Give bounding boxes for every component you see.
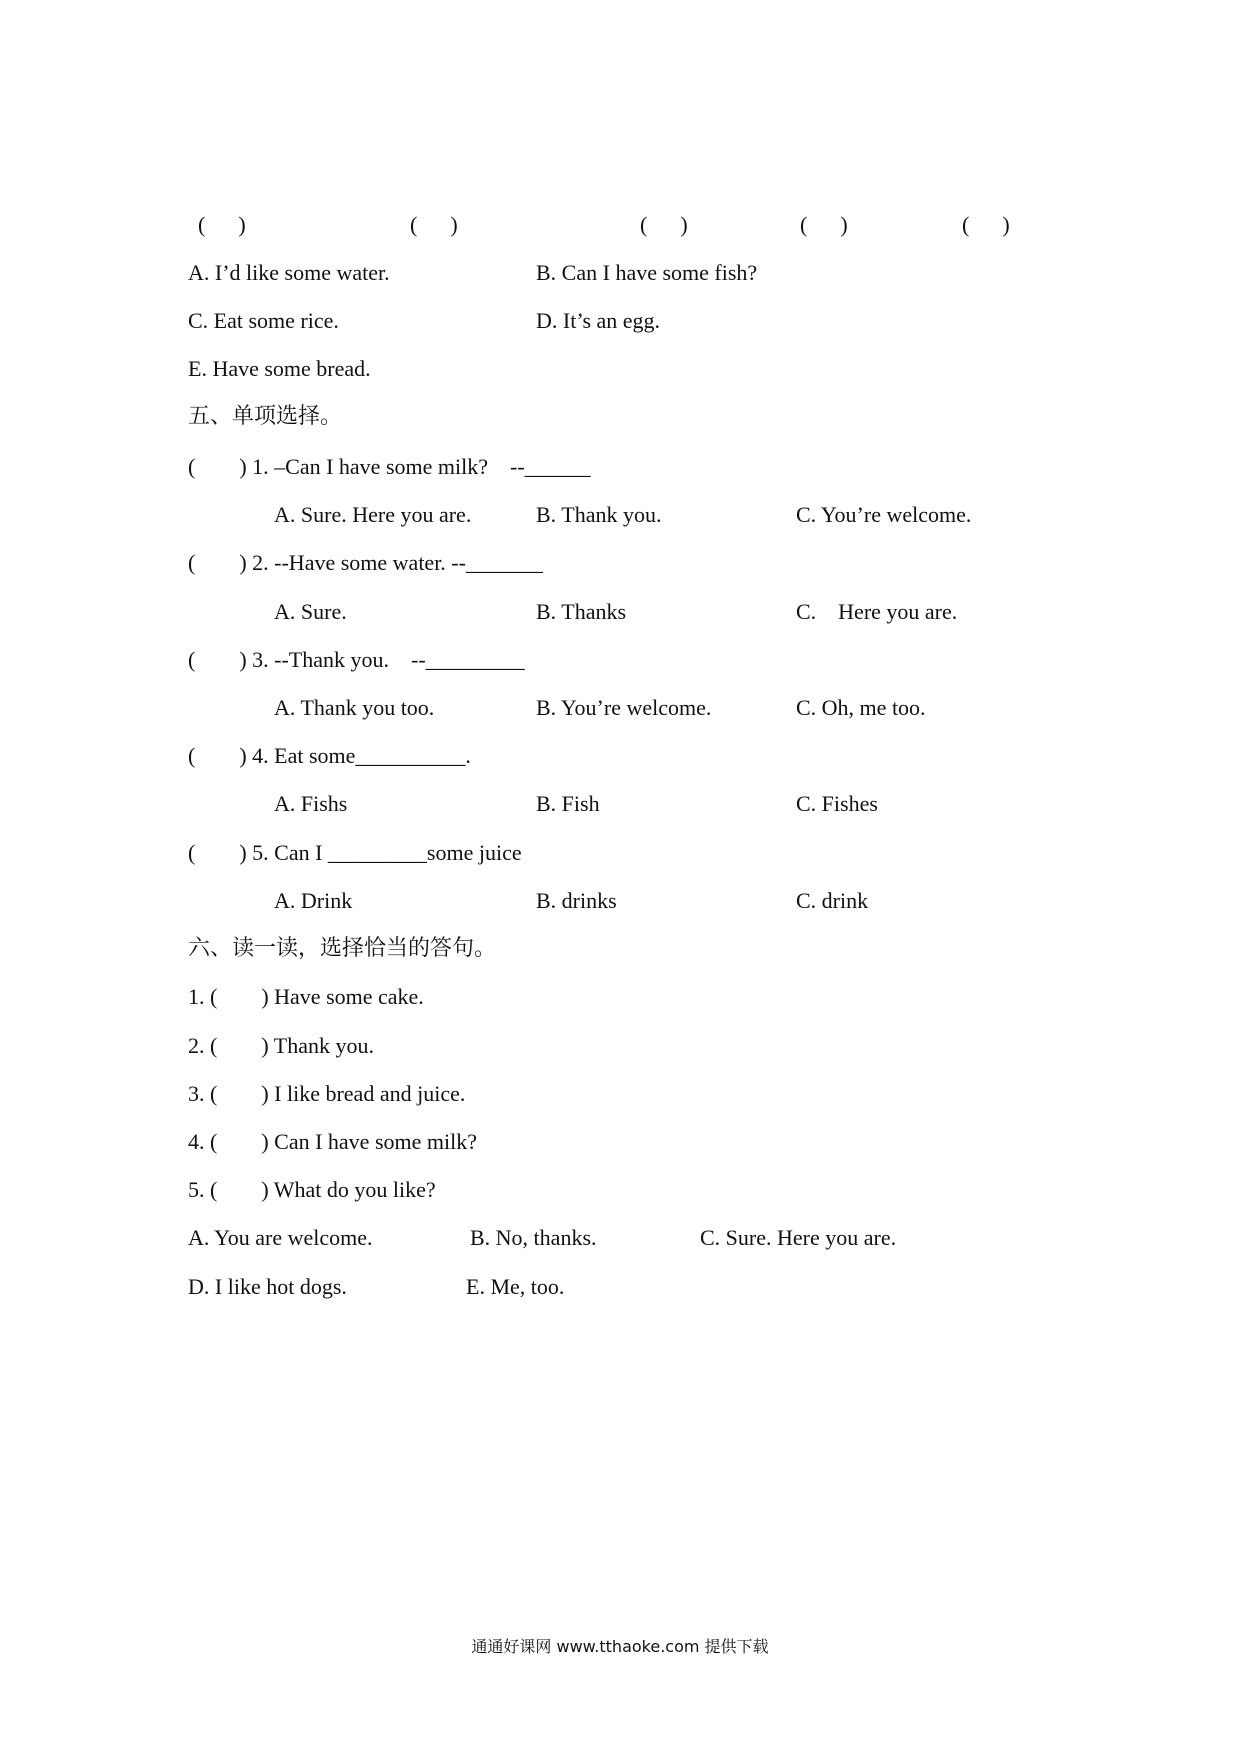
part5-q4-option-b[interactable]: B. Fish (536, 791, 600, 816)
part4-option-e: E. Have some bread. (188, 356, 371, 381)
part4-option-b: B. Can I have some fish? (536, 260, 758, 285)
part6-item-1: 1. ( ) Have some cake. (188, 984, 424, 1009)
part5-question-5: ( ) 5. Can I _________some juice (188, 840, 522, 865)
blank-paren-2[interactable]: ( ) (410, 212, 458, 237)
part5-q1-option-b[interactable]: B. Thank you. (536, 502, 662, 527)
part6-item-5: 5. ( ) What do you like? (188, 1177, 436, 1202)
part4-option-d: D. It’s an egg. (536, 308, 661, 333)
part6-answer-e: E. Me, too. (466, 1274, 565, 1299)
part5-q4-option-a[interactable]: A. Fishs (274, 791, 348, 816)
part6-answer-d: D. I like hot dogs. (188, 1274, 347, 1299)
part5-title: 五、单项选择。 (188, 404, 343, 429)
part5-q2-option-a[interactable]: A. Sure. (274, 599, 347, 624)
part6-item-2: 2. ( ) Thank you. (188, 1033, 374, 1058)
part5-q5-option-b[interactable]: B. drinks (536, 888, 617, 913)
part5-q3-option-a[interactable]: A. Thank you too. (274, 695, 435, 720)
part5-q2-option-b[interactable]: B. Thanks (536, 599, 627, 624)
part4-option-c: C. Eat some rice. (188, 308, 339, 333)
part6-item-4: 4. ( ) Can I have some milk? (188, 1129, 477, 1154)
part5-q5-option-a[interactable]: A. Drink (274, 888, 353, 913)
part5-question-4: ( ) 4. Eat some__________. (188, 743, 471, 768)
part5-question-1: ( ) 1. –Can I have some milk? --______ (188, 454, 591, 479)
part5-q4-option-c[interactable]: C. Fishes (796, 791, 878, 816)
part6-title: 六、读一读，选择恰当的答句。 (188, 936, 497, 961)
part6-answer-a: A. You are welcome. (188, 1225, 373, 1250)
part5-q5-option-c[interactable]: C. drink (796, 888, 869, 913)
part5-q3-option-b[interactable]: B. You’re welcome. (536, 695, 712, 720)
part4-option-a: A. I’d like some water. (188, 260, 390, 285)
part6-answer-b: B. No, thanks. (470, 1225, 597, 1250)
part5-q3-option-c[interactable]: C. Oh, me too. (796, 695, 926, 720)
part5-question-2: ( ) 2. --Have some water. --_______ (188, 550, 543, 575)
part5-question-3: ( ) 3. --Thank you. --_________ (188, 647, 525, 672)
blank-paren-5[interactable]: ( ) (962, 212, 1010, 237)
footer-source: 通通好课网 www.tthaoke.com 提供下载 (471, 1637, 769, 1656)
part5-q1-option-c[interactable]: C. You’re welcome. (796, 502, 972, 527)
blank-paren-1[interactable]: ( ) (198, 212, 246, 237)
part5-q2-option-c[interactable]: C. Here you are. (796, 599, 958, 624)
blank-paren-4[interactable]: ( ) (800, 212, 848, 237)
part6-answer-c: C. Sure. Here you are. (700, 1225, 897, 1250)
part5-q1-option-a[interactable]: A. Sure. Here you are. (274, 502, 472, 527)
blank-paren-3[interactable]: ( ) (640, 212, 688, 237)
part6-item-3: 3. ( ) I like bread and juice. (188, 1081, 466, 1106)
